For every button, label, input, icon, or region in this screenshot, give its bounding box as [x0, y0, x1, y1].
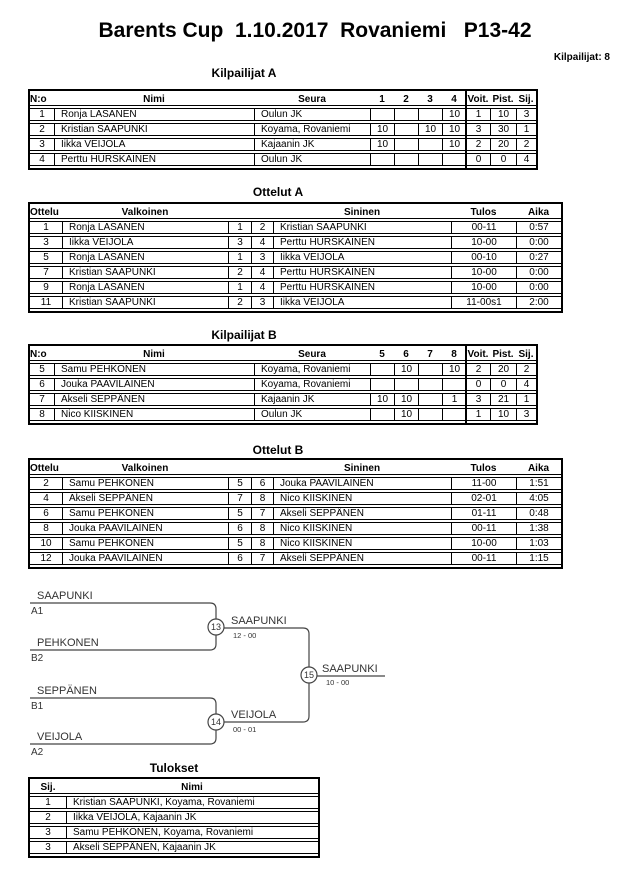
competitor-club: Oulun JK	[254, 153, 370, 166]
round-score	[370, 153, 394, 166]
match-time: 0:27	[516, 251, 561, 264]
place-value: 2	[516, 138, 536, 151]
match-row	[30, 281, 561, 294]
round-score	[394, 153, 418, 166]
participants-count: Kilpailijat: 8	[553, 52, 610, 63]
blue-name: Perttu HURSKAINEN	[273, 266, 451, 279]
round-score: 1	[442, 393, 466, 406]
match-row	[30, 251, 561, 264]
spacer	[228, 206, 251, 219]
competitor-name: Ronja LASANEN	[54, 108, 254, 121]
round-score	[418, 378, 442, 391]
results-table	[28, 777, 320, 858]
col-match: Ottelu	[30, 206, 62, 219]
white-number: 1	[228, 281, 251, 294]
match-time: 0:48	[516, 507, 561, 520]
competitor-name: Samu PEHKONEN	[54, 363, 254, 376]
competitor-club: Kajaanin JK	[254, 393, 370, 406]
white-name: Samu PEHKONEN	[62, 507, 228, 520]
matches-b-table	[28, 458, 563, 569]
result-place: 3	[30, 826, 66, 839]
col-blue: Sininen	[273, 206, 451, 219]
semi2-score: 00 - 01	[233, 725, 257, 734]
results-header-row	[30, 781, 318, 794]
points-value: 10	[490, 408, 516, 421]
pool-b-header-row	[30, 348, 536, 361]
match-row	[30, 552, 561, 565]
matches-b-header-row	[30, 462, 561, 475]
white-number: 2	[228, 266, 251, 279]
white-number: 5	[228, 477, 251, 490]
wins-value: 2	[466, 138, 490, 151]
col-round-3: 3	[418, 93, 442, 106]
competitor-row	[30, 108, 536, 121]
col-number: N:o	[30, 93, 54, 106]
col-result: Tulos	[451, 462, 516, 475]
matches-a-header-row	[30, 206, 561, 219]
wins-value: 0	[466, 153, 490, 166]
match-time: 1:51	[516, 477, 561, 490]
match-number: 6	[30, 507, 62, 520]
wins-value: 0	[466, 378, 490, 391]
result-place: 1	[30, 796, 66, 809]
final-winner-name: SAAPUNKI	[322, 663, 378, 675]
round-score: 10	[394, 363, 418, 376]
bracket-seed-name: PEHKONEN	[37, 637, 99, 649]
round-score	[370, 408, 394, 421]
round-score	[418, 108, 442, 121]
wins-value: 3	[466, 123, 490, 136]
white-name: Ronja LASANEN	[62, 221, 228, 234]
competitor-club: Koyama, Rovaniemi	[254, 363, 370, 376]
semi1-score: 12 - 00	[233, 631, 257, 640]
white-number: 7	[228, 492, 251, 505]
competitor-name: Nico KIISKINEN	[54, 408, 254, 421]
pool-b-table-wrap	[28, 344, 538, 425]
blue-number: 6	[251, 477, 273, 490]
blue-number: 3	[251, 251, 273, 264]
blue-number: 8	[251, 537, 273, 550]
blue-name: Iikka VEIJOLA	[273, 296, 451, 309]
match-result: 00-10	[451, 251, 516, 264]
competitor-row	[30, 378, 536, 391]
white-number: 6	[228, 522, 251, 535]
bracket-seed-code: A1	[31, 606, 44, 617]
round-score	[394, 138, 418, 151]
pool-a-table	[28, 89, 538, 170]
competitor-number: 7	[30, 393, 54, 406]
match-result: 02-01	[451, 492, 516, 505]
competitor-name: Akseli SEPPÄNEN	[54, 393, 254, 406]
white-name: Kristian SAAPUNKI	[62, 266, 228, 279]
matches-b-table-wrap	[28, 458, 563, 569]
match-result: 10-00	[451, 281, 516, 294]
competitor-number: 3	[30, 138, 54, 151]
competitor-number: 6	[30, 378, 54, 391]
match-time: 2:00	[516, 296, 561, 309]
white-number: 5	[228, 507, 251, 520]
blue-number: 7	[251, 507, 273, 520]
match-result: 11-00	[451, 477, 516, 490]
white-number: 3	[228, 236, 251, 249]
competitor-row	[30, 138, 536, 151]
round-score	[442, 378, 466, 391]
match-result: 10-00	[451, 266, 516, 279]
pool-b-table	[28, 344, 538, 425]
wins-value: 2	[466, 363, 490, 376]
match-number: 7	[30, 266, 62, 279]
col-round-2: 2	[394, 93, 418, 106]
semi2-winner-name: VEIJOLA	[231, 709, 277, 721]
matches-b-title: Ottelut B	[252, 443, 304, 457]
blue-number: 4	[251, 281, 273, 294]
round-score	[370, 363, 394, 376]
result-place: 2	[30, 811, 66, 824]
points-value: 20	[490, 363, 516, 376]
semi2-top-line	[30, 698, 216, 714]
match-result: 00-11	[451, 221, 516, 234]
col-name: Nimi	[54, 93, 254, 106]
competitor-row	[30, 363, 536, 376]
round-score	[442, 153, 466, 166]
blue-name: Nico KIISKINEN	[273, 537, 451, 550]
white-name: Ronja LASANEN	[62, 251, 228, 264]
competitor-number: 5	[30, 363, 54, 376]
round-score	[394, 378, 418, 391]
bracket-seed-code: B1	[31, 701, 44, 712]
round-score: 10	[394, 408, 418, 421]
points-value: 10	[490, 108, 516, 121]
col-wins: Voit.	[467, 348, 489, 360]
match-row	[30, 296, 561, 309]
competitor-number: 2	[30, 123, 54, 136]
match-number: 11	[30, 296, 62, 309]
white-number: 1	[228, 251, 251, 264]
col-blue: Sininen	[273, 462, 451, 475]
competitor-name: Iikka VEIJOLA	[54, 138, 254, 151]
blue-name: Perttu HURSKAINEN	[273, 281, 451, 294]
blue-number: 8	[251, 492, 273, 505]
blue-name: Akseli SEPPÄNEN	[273, 507, 451, 520]
competitor-club: Koyama, Rovaniemi	[254, 123, 370, 136]
match-13-number: 13	[210, 622, 222, 632]
match-result: 00-11	[451, 552, 516, 565]
round-score	[442, 408, 466, 421]
result-row	[30, 811, 318, 824]
col-place: Sij.	[30, 781, 66, 794]
col-place: Sij.	[516, 93, 536, 106]
results-table-wrap	[28, 777, 320, 858]
white-number: 2	[228, 296, 251, 309]
match-row	[30, 266, 561, 279]
spacer	[228, 462, 251, 475]
round-score: 10	[442, 138, 466, 151]
col-time: Aika	[516, 206, 561, 219]
col-round-6: 6	[394, 348, 418, 361]
result-row	[30, 796, 318, 809]
match-number: 12	[30, 552, 62, 565]
results-group-separator	[465, 89, 467, 170]
match-time: 0:00	[516, 281, 561, 294]
result-name: Samu PEHKONEN, Koyama, Rovaniemi	[66, 826, 318, 839]
points-value: 0	[490, 378, 516, 391]
matches-a-table-wrap	[28, 202, 563, 313]
competitor-number: 8	[30, 408, 54, 421]
match-row	[30, 522, 561, 535]
bracket-seed-code: A2	[31, 747, 44, 758]
white-number: 6	[228, 552, 251, 565]
competitor-name: Kristian SAAPUNKI	[54, 123, 254, 136]
col-place: Sij.	[516, 348, 536, 361]
place-value: 3	[516, 408, 536, 421]
match-row	[30, 537, 561, 550]
result-row	[30, 841, 318, 854]
col-name: Nimi	[66, 781, 318, 794]
round-score	[370, 108, 394, 121]
competitor-row	[30, 408, 536, 421]
competitor-club: Koyama, Rovaniemi	[254, 378, 370, 391]
col-round-1: 1	[370, 93, 394, 106]
col-club: Seura	[254, 93, 370, 106]
page-title: Barents Cup 1.10.2017 Rovaniemi P13-42	[98, 19, 532, 42]
result-name: Iikka VEIJOLA, Kajaanin JK	[66, 811, 318, 824]
pool-a-header-row	[30, 93, 536, 106]
results-group-separator	[465, 344, 467, 425]
match-number: 5	[30, 251, 62, 264]
match-row	[30, 492, 561, 505]
match-result: 00-11	[451, 522, 516, 535]
round-score	[394, 108, 418, 121]
final-score: 10 - 00	[326, 678, 350, 687]
result-name: Akseli SEPPÄNEN, Kajaanin JK	[66, 841, 318, 854]
blue-number: 8	[251, 522, 273, 535]
white-name: Jouka PAAVILAINEN	[62, 522, 228, 535]
matches-a-table	[28, 202, 563, 313]
semi1-top-line	[30, 603, 216, 619]
match-number: 10	[30, 537, 62, 550]
match-time: 1:03	[516, 537, 561, 550]
bracket-seed-code: B2	[31, 653, 44, 664]
round-score	[418, 408, 442, 421]
round-score: 10	[370, 138, 394, 151]
match-result: 10-00	[451, 236, 516, 249]
round-score: 10	[370, 393, 394, 406]
match-number: 2	[30, 477, 62, 490]
competitor-row	[30, 393, 536, 406]
col-match: Ottelu	[30, 462, 62, 475]
spacer	[251, 206, 273, 219]
white-name: Samu PEHKONEN	[62, 537, 228, 550]
match-result: 11-00s1	[451, 296, 516, 309]
match-time: 4:05	[516, 492, 561, 505]
semi1-winner-name: SAAPUNKI	[231, 615, 287, 627]
white-number: 1	[228, 221, 251, 234]
bracket-seed-name: SAAPUNKI	[37, 590, 93, 602]
matches-a-title: Ottelut A	[252, 185, 304, 199]
match-time: 0:00	[516, 266, 561, 279]
round-score: 10	[442, 363, 466, 376]
bracket-seed-name: VEIJOLA	[37, 731, 83, 743]
blue-name: Perttu HURSKAINEN	[273, 236, 451, 249]
competitor-name: Perttu HURSKAINEN	[54, 153, 254, 166]
blue-number: 3	[251, 296, 273, 309]
col-round-4: 4	[442, 93, 466, 106]
col-round-5: 5	[370, 348, 394, 361]
round-score	[418, 153, 442, 166]
round-score	[394, 123, 418, 136]
wins-value: 3	[466, 393, 490, 406]
result-name: Kristian SAAPUNKI, Koyama, Rovaniemi	[66, 796, 318, 809]
wins-value: 1	[466, 408, 490, 421]
place-value: 4	[516, 378, 536, 391]
spacer	[251, 462, 273, 475]
blue-name: Nico KIISKINEN	[273, 522, 451, 535]
competitor-name: Jouka PAAVILAINEN	[54, 378, 254, 391]
round-score: 10	[418, 123, 442, 136]
bracket-seed-name: SEPPÄNEN	[37, 685, 97, 697]
points-value: 21	[490, 393, 516, 406]
competitor-club: Oulun JK	[254, 108, 370, 121]
competitor-row	[30, 123, 536, 136]
white-name: Iikka VEIJOLA	[62, 236, 228, 249]
blue-number: 7	[251, 552, 273, 565]
col-result: Tulos	[451, 206, 516, 219]
competitor-club: Oulun JK	[254, 408, 370, 421]
match-row	[30, 236, 561, 249]
match-row	[30, 477, 561, 490]
match-time: 0:00	[516, 236, 561, 249]
place-value: 1	[516, 123, 536, 136]
competitor-row	[30, 153, 536, 166]
competitor-number: 4	[30, 153, 54, 166]
place-value: 4	[516, 153, 536, 166]
blue-number: 2	[251, 221, 273, 234]
result-place: 3	[30, 841, 66, 854]
col-points: Pist.	[490, 348, 516, 361]
place-value: 3	[516, 108, 536, 121]
match-time: 1:15	[516, 552, 561, 565]
match-number: 8	[30, 522, 62, 535]
col-round-8: 8	[442, 348, 466, 361]
match-15-number: 15	[303, 670, 315, 680]
round-score	[370, 378, 394, 391]
pool-a-title: Kilpailijat A	[211, 66, 277, 80]
competitor-club: Kajaanin JK	[254, 138, 370, 151]
competitor-number: 1	[30, 108, 54, 121]
round-score: 10	[370, 123, 394, 136]
round-score	[418, 393, 442, 406]
blue-name: Akseli SEPPÄNEN	[273, 552, 451, 565]
white-name: Akseli SEPPÄNEN	[62, 492, 228, 505]
col-name: Nimi	[54, 348, 254, 361]
col-number: N:o	[30, 348, 54, 361]
match-time: 1:38	[516, 522, 561, 535]
result-row	[30, 826, 318, 839]
blue-number: 4	[251, 266, 273, 279]
match-result: 01-11	[451, 507, 516, 520]
blue-number: 4	[251, 236, 273, 249]
round-score: 10	[394, 393, 418, 406]
match-number: 4	[30, 492, 62, 505]
blue-name: Jouka PAAVILAINEN	[273, 477, 451, 490]
place-value: 2	[516, 363, 536, 376]
match-number: 1	[30, 221, 62, 234]
round-score	[418, 363, 442, 376]
white-name: Kristian SAAPUNKI	[62, 296, 228, 309]
pool-a-table-wrap	[28, 89, 538, 170]
white-number: 5	[228, 537, 251, 550]
round-score	[418, 138, 442, 151]
wins-value: 1	[466, 108, 490, 121]
col-round-7: 7	[418, 348, 442, 361]
blue-name: Nico KIISKINEN	[273, 492, 451, 505]
col-white: Valkoinen	[62, 206, 228, 219]
blue-name: Iikka VEIJOLA	[273, 251, 451, 264]
col-points: Pist.	[490, 93, 516, 106]
pool-b-title: Kilpailijat B	[211, 328, 277, 342]
results-title: Tulokset	[149, 761, 199, 775]
match-result: 10-00	[451, 537, 516, 550]
white-name: Ronja LASANEN	[62, 281, 228, 294]
elimination-bracket	[20, 583, 620, 768]
round-score: 10	[442, 108, 466, 121]
white-name: Samu PEHKONEN	[62, 477, 228, 490]
col-time: Aika	[516, 462, 561, 475]
place-value: 1	[516, 393, 536, 406]
blue-name: Kristian SAAPUNKI	[273, 221, 451, 234]
col-white: Valkoinen	[62, 462, 228, 475]
round-score: 10	[442, 123, 466, 136]
match-time: 0:57	[516, 221, 561, 234]
match-row	[30, 507, 561, 520]
match-number: 9	[30, 281, 62, 294]
points-value: 30	[490, 123, 516, 136]
match-number: 3	[30, 236, 62, 249]
col-club: Seura	[254, 348, 370, 361]
points-value: 0	[490, 153, 516, 166]
match-row	[30, 221, 561, 234]
white-name: Jouka PAAVILAINEN	[62, 552, 228, 565]
points-value: 20	[490, 138, 516, 151]
col-wins: Voit.	[467, 93, 489, 105]
match-14-number: 14	[210, 717, 222, 727]
